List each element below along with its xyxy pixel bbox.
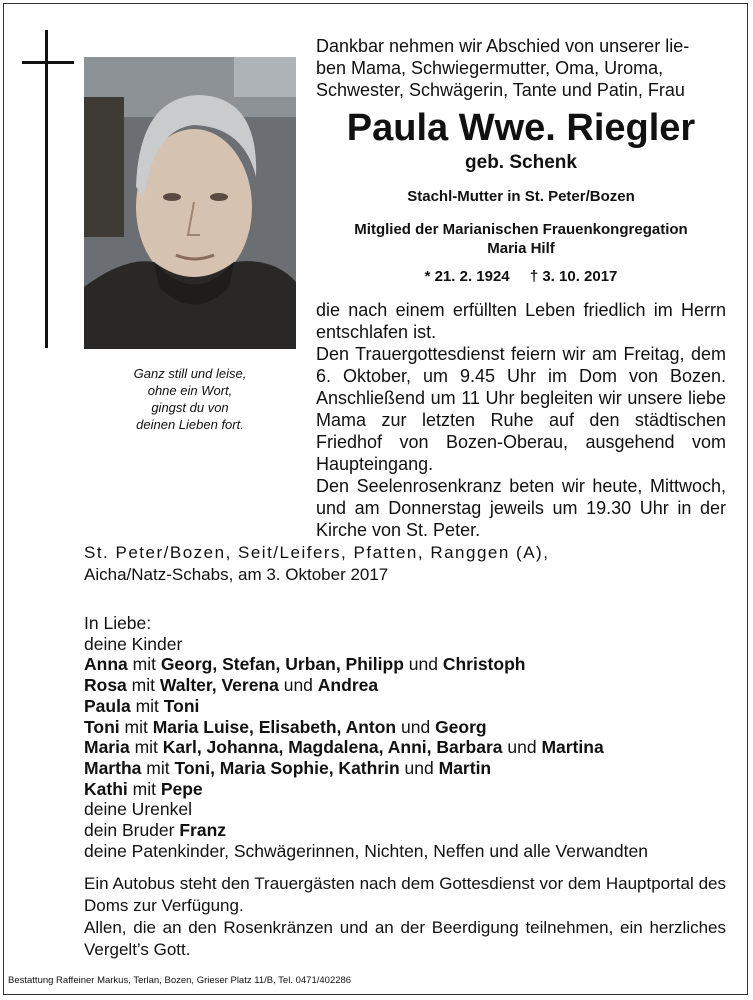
place-line-2: Aicha/Natz-Schabs, am 3. Oktober 2017 — [84, 565, 389, 584]
partners-last: Martina — [541, 737, 604, 758]
verwandte-line: deine Patenkinder, Schwägerinnen, Nichten, Neffen und alle Verwandten — [84, 840, 648, 861]
birth-date: * 21. 2. 1924 — [424, 268, 510, 285]
child-name: Martha — [84, 757, 142, 778]
partners: Walter, Verena — [159, 675, 279, 696]
bruder-label: dein Bruder — [84, 820, 180, 841]
partners: Maria Luise, Elisabeth, Anton — [152, 716, 397, 737]
poem — [84, 365, 296, 433]
bruder-name: Franz — [179, 820, 227, 841]
family-row — [84, 675, 734, 696]
poem-line: ohne ein Wort, — [147, 383, 233, 398]
joiner: mit — [127, 654, 161, 675]
partners: Toni — [163, 695, 200, 716]
joiner: mit — [141, 757, 175, 778]
family-row — [84, 737, 734, 758]
place-line-1: St. Peter/Bozen, Seit/Leifers, Pfatten, Ranggen (A), — [84, 543, 550, 562]
family-row — [84, 717, 734, 738]
joiner: und — [278, 675, 318, 696]
joiner: und — [399, 757, 439, 778]
child-name: Paula — [84, 695, 131, 716]
child-name: Kathi — [84, 778, 128, 799]
partners-last: Andrea — [317, 675, 379, 696]
place-date — [84, 542, 724, 586]
partners-last: Martin — [438, 757, 492, 778]
joiner: und — [403, 654, 443, 675]
death-date: † 3. 10. 2017 — [529, 268, 618, 285]
paragraph-3: Den Seelenrosenkranz beten wir heute, Mittwoch, und am Donnerstag jeweils um 19.30 Uhr in der Kirche von St. Peter. — [316, 476, 726, 540]
joiner: und — [396, 716, 436, 737]
partners-last: Christoph — [442, 654, 526, 675]
partners-last: Georg — [435, 716, 487, 737]
closing-1: Ein Autobus steht den Trauergästen nach dem Gottesdienst vor dem Hauptportal des Doms zur Verfügung. — [84, 874, 726, 915]
urenkel-label: deine Urenkel — [84, 799, 192, 820]
joiner: mit — [127, 778, 161, 799]
kinder-label: deine Kinder — [84, 633, 183, 654]
intro-text — [316, 35, 726, 101]
closing-2: Allen, die an den Rosenkränzen und an der Beerdigung teilnehmen, ein herzliches Vergelt’s Gott. — [84, 918, 726, 959]
poem-line: Ganz still und leise, — [133, 366, 247, 381]
child-name: Toni — [84, 716, 120, 737]
membership-line-2: Maria Hilf — [487, 240, 555, 257]
family-list — [84, 613, 734, 861]
intro-line: Dankbar nehmen wir Abschied von unserer lie- — [316, 36, 690, 56]
joiner: mit — [126, 675, 160, 696]
partners: Georg, Stefan, Urban, Philipp — [160, 654, 404, 675]
portrait-photo — [84, 57, 296, 349]
bruder-row — [84, 820, 734, 841]
family-row — [84, 779, 734, 800]
joiner: mit — [119, 716, 153, 737]
child-name: Anna — [84, 654, 128, 675]
paragraph-2: Den Trauergottesdienst feiern wir am Freitag, dem 6. Oktober, um 9.45 Uhr im Dom von Bozen. Anschließend um 11 Uhr begleiten wir unsere liebe Mama zur letzten Ruhe auf den städtischen Friedhof von Bozen-Oberau, ausgehend vom Haupteingang. — [316, 344, 726, 474]
intro-line: Schwester, Schwägerin, Tante und Patin, Frau — [316, 80, 685, 100]
membership-line-1: Mitglied der Marianischen Frauenkongregation — [354, 221, 688, 238]
deceased-name: Paula Wwe. Riegler — [346, 107, 696, 149]
family-row — [84, 696, 734, 717]
child-name: Rosa — [84, 675, 127, 696]
footer-undertaker: Bestattung Raffeiner Markus, Terlan, Bozen, Grieser Platz 11/B, Tel. 0471/402286 — [8, 975, 352, 986]
partners: Pepe — [160, 778, 203, 799]
birth-name: geb. Schenk — [465, 152, 577, 173]
partners: Karl, Johanna, Magdalena, Anni, Barbara — [162, 737, 503, 758]
joiner: mit — [129, 737, 163, 758]
partners: Toni, Maria Sophie, Kathrin — [174, 757, 400, 778]
family-row — [84, 758, 734, 779]
poem-line: gingst du von — [151, 400, 229, 415]
child-name: Maria — [84, 737, 130, 758]
family-row — [84, 654, 734, 675]
intro-line: ben Mama, Schwiegermutter, Oma, Uroma, — [316, 58, 664, 78]
role-line: Stachl-Mutter in St. Peter/Bozen — [407, 188, 635, 205]
in-liebe-label: In Liebe: — [84, 613, 152, 633]
poem-line: deinen Lieben fort. — [136, 417, 244, 432]
joiner: und — [502, 737, 542, 758]
life-dates — [316, 268, 726, 285]
joiner: mit — [130, 695, 164, 716]
paragraph-1: die nach einem erfüllten Leben friedlich im Herrn entschlafen ist. — [316, 300, 726, 342]
